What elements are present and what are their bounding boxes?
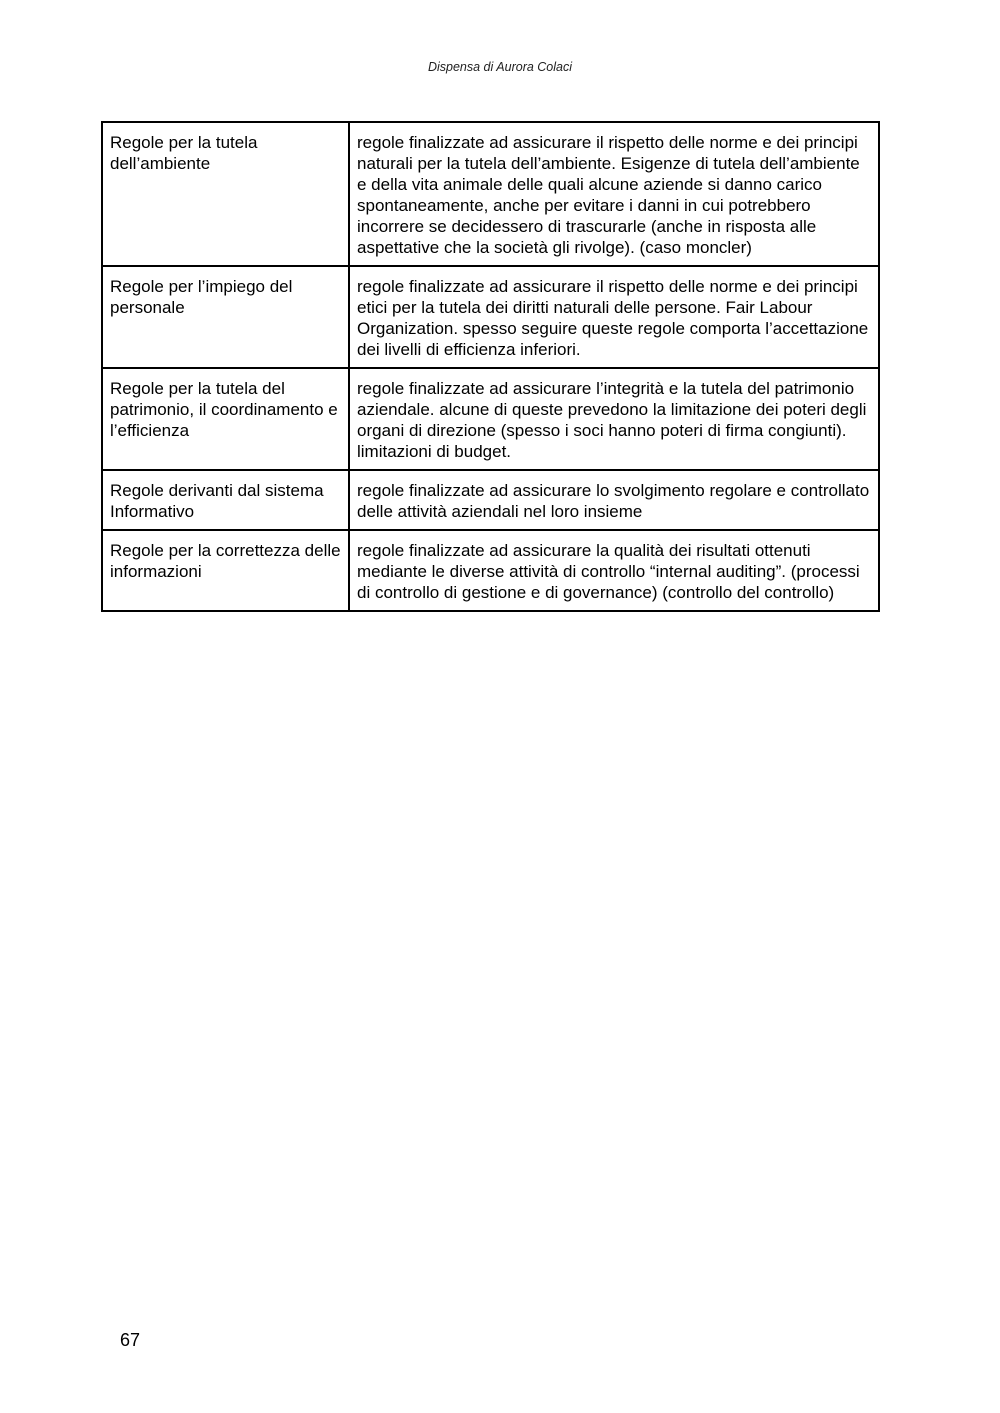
rule-description-cell: regole finalizzate ad assicurare il rispetto delle norme e dei principi naturali per la tutela dell’ambiente. Esigenze di tutela dell’ambiente e della vita animale delle quali alcune aziende si danno carico spontaneamente, anche per evitare i danni in cui potrebbero incorrere se decidessero di trascurarle (anche in risposta alle aspettative che la società gli rivolge). (caso moncler) [349,122,879,266]
table-row [102,470,879,530]
rule-description-cell: regole finalizzate ad assicurare l’integrità e la tutela del patrimonio aziendale. alcune di queste prevedono la limitazione dei poteri degli organi di direzione (spesso i soci hanno poteri di firma congiunti). limitazioni di budget. [349,368,879,470]
page-number: 67 [120,1330,141,1350]
rule-name-cell: Regole per la correttezza delle informazioni [102,530,349,611]
rule-name-cell: Regole per la tutela del patrimonio, il coordinamento e l’efficienza [102,368,349,470]
table-row [102,368,879,470]
page-header: Dispensa di Aurora Colaci [427,60,573,74]
rule-name-cell: Regole per l’impiego del personale [102,266,349,368]
rule-description-cell: regole finalizzate ad assicurare lo svolgimento regolare e controllato delle attività aziendali nel loro insieme [349,470,879,530]
rule-name-cell: Regole derivanti dal sistema Informativo [102,470,349,530]
table-row [102,530,879,611]
rules-table [101,121,880,612]
table-row [102,122,879,266]
table-row [102,266,879,368]
rule-description-cell: regole finalizzate ad assicurare il rispetto delle norme e dei principi etici per la tutela dei diritti naturali delle persone. Fair Labour Organization. spesso seguire queste regole comporta l’accettazione dei livelli di efficienza inferiori. [349,266,879,368]
rule-name-cell: Regole per la tutela dell’ambiente [102,122,349,266]
rule-description-cell: regole finalizzate ad assicurare la qualità dei risultati ottenuti mediante le diverse attività di controllo “internal auditing”. (processi di controllo di gestione e di governance) (controllo del controllo) [349,530,879,611]
